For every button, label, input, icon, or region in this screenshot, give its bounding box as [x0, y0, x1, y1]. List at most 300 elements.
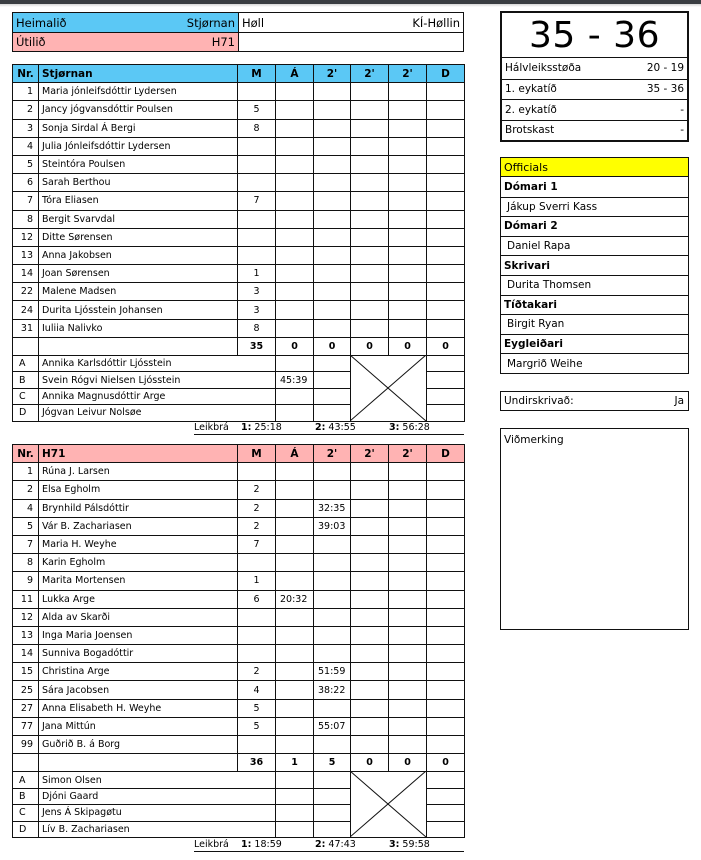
player-goals: 3	[238, 283, 276, 301]
player-number: 5	[13, 517, 39, 535]
table-header	[13, 65, 465, 83]
player-warning	[276, 283, 314, 301]
score-row-penalties	[502, 120, 687, 141]
official-role: Dómari 1	[504, 180, 558, 193]
player-suspension-1	[314, 554, 351, 572]
player-number: 99	[13, 736, 39, 754]
timeout-1-label: 1:	[241, 422, 252, 433]
player-goals: 5	[238, 699, 276, 717]
player-row	[13, 119, 465, 137]
player-suspension-3	[389, 265, 427, 283]
player-suspension-1	[314, 608, 351, 626]
player-goals	[238, 174, 276, 192]
player-warning	[276, 83, 314, 101]
official-disqualification	[427, 805, 465, 821]
total-disqualifications: 0	[427, 337, 465, 355]
player-suspension-2	[351, 283, 389, 301]
official-letter: D	[13, 821, 39, 837]
player-number: 8	[13, 210, 39, 228]
player-suspension-3	[389, 681, 427, 699]
player-name: Sarah Berthou	[39, 174, 238, 192]
timeout-2	[315, 422, 389, 433]
col-nr: Nr.	[13, 65, 39, 83]
player-suspension-3	[389, 210, 427, 228]
player-number: 12	[13, 228, 39, 246]
player-disqualification	[427, 246, 465, 264]
player-disqualification	[427, 301, 465, 319]
player-number: 13	[13, 626, 39, 644]
col-team-name: Stjørnan	[39, 65, 238, 83]
player-suspension-1	[314, 192, 351, 210]
player-suspension-1	[314, 174, 351, 192]
player-warning	[276, 717, 314, 735]
signed-label: Undirskrivað:	[504, 395, 574, 407]
timeout-2-time: 47:43	[328, 839, 356, 850]
official-role: Skrivari	[501, 255, 688, 275]
player-goals: 2	[238, 499, 276, 517]
timeout-1-label: 1:	[241, 839, 252, 850]
player-name: Steintóra Poulsen	[39, 155, 238, 173]
total-suspensions-3: 0	[389, 754, 427, 772]
player-row	[13, 645, 465, 663]
player-row	[13, 572, 465, 590]
player-suspension-2	[351, 535, 389, 553]
timeout-3-label: 3:	[389, 422, 400, 433]
player-row	[13, 137, 465, 155]
player-disqualification	[427, 210, 465, 228]
official-letter: C	[13, 388, 39, 404]
extra-info-cell	[239, 33, 463, 51]
player-name: Brynhild Pálsdóttir	[39, 499, 238, 517]
total-disqualifications: 0	[427, 754, 465, 772]
player-suspension-2	[351, 83, 389, 101]
player-name: Joan Sørensen	[39, 265, 238, 283]
timeout-2	[315, 839, 389, 850]
player-suspension-1	[314, 463, 351, 481]
player-goals: 7	[238, 192, 276, 210]
player-suspension-2	[351, 463, 389, 481]
player-row	[13, 265, 465, 283]
player-suspension-2	[351, 736, 389, 754]
player-row	[13, 228, 465, 246]
player-suspension-3	[389, 319, 427, 337]
player-warning	[276, 499, 314, 517]
player-disqualification	[427, 572, 465, 590]
player-suspension-2	[351, 137, 389, 155]
player-suspension-3	[389, 590, 427, 608]
player-suspension-2	[351, 608, 389, 626]
player-suspension-3	[389, 119, 427, 137]
official-name: Birgit Ryan	[501, 314, 688, 334]
total-warnings: 1	[276, 754, 314, 772]
player-number: 7	[13, 535, 39, 553]
col-team-name: H71	[39, 445, 238, 463]
player-suspension-2	[351, 319, 389, 337]
player-name: Karin Egholm	[39, 554, 238, 572]
player-suspension-2	[351, 192, 389, 210]
remarks-box	[500, 428, 689, 630]
player-number: 7	[13, 192, 39, 210]
player-suspension-2	[351, 228, 389, 246]
player-suspension-1	[314, 535, 351, 553]
player-suspension-2	[351, 101, 389, 119]
signed-value: Ja	[674, 395, 684, 407]
score-row-extra-time-2	[502, 99, 687, 120]
player-disqualification	[427, 554, 465, 572]
score-row-label: Brotskast	[505, 124, 555, 137]
official-letter: A	[13, 772, 39, 788]
official-disqualification	[427, 788, 465, 804]
player-row	[13, 101, 465, 119]
away-team-cell	[13, 33, 239, 51]
official-warning	[276, 356, 314, 372]
player-number: 6	[13, 174, 39, 192]
official-name: Annika Magnusdóttir Arge	[39, 388, 276, 404]
player-suspension-1: 39:03	[314, 517, 351, 535]
col-warning: Á	[276, 445, 314, 463]
player-goals: 6	[238, 590, 276, 608]
player-row	[13, 499, 465, 517]
timeout-3-time: 56:28	[402, 422, 430, 433]
official-role: Dómari 2	[501, 216, 688, 236]
player-row	[13, 301, 465, 319]
player-suspension-2	[351, 301, 389, 319]
player-disqualification	[427, 265, 465, 283]
venue-name: KÍ-Høllin	[412, 15, 460, 30]
player-name: Durita Ljósstein Johansen	[39, 301, 238, 319]
player-row	[13, 663, 465, 681]
score-row-value: -	[680, 124, 684, 137]
player-warning	[276, 554, 314, 572]
player-disqualification	[427, 319, 465, 337]
totals-blank	[39, 754, 238, 772]
player-number: 1	[13, 463, 39, 481]
player-name: Jancy jógvansdóttir Poulsen	[39, 101, 238, 119]
player-suspension-1	[314, 228, 351, 246]
player-row	[13, 626, 465, 644]
official-name: Jákup Sverri Kass	[501, 197, 688, 217]
official-letter: A	[13, 356, 39, 372]
player-suspension-2	[351, 174, 389, 192]
official-name: Jens Á Skipagøtu	[39, 805, 276, 821]
col-suspension-2: 2'	[351, 65, 389, 83]
score-row-extra-time-1	[502, 79, 687, 100]
player-name: Anna Elisabeth H. Weyhe	[39, 699, 238, 717]
player-suspension-1	[314, 101, 351, 119]
cross-out-icon	[351, 356, 427, 422]
player-name: Bergit Svarvdal	[39, 210, 238, 228]
col-goals: M	[238, 65, 276, 83]
timeout-1	[241, 839, 315, 850]
official-warning	[276, 388, 314, 404]
official-warning	[276, 788, 314, 804]
player-warning	[276, 228, 314, 246]
away-player-table	[12, 444, 465, 838]
player-disqualification	[427, 83, 465, 101]
player-number: 14	[13, 265, 39, 283]
timeout-label: Leikbrá	[194, 422, 229, 433]
official-disqualification	[427, 405, 465, 421]
totals-blank	[39, 337, 238, 355]
player-goals: 3	[238, 301, 276, 319]
score-row-value: 20 - 19	[646, 62, 684, 75]
player-warning	[276, 192, 314, 210]
cross-out-icon	[351, 772, 427, 838]
player-suspension-3	[389, 283, 427, 301]
player-disqualification	[427, 101, 465, 119]
totals-blank	[13, 337, 39, 355]
player-warning	[276, 645, 314, 663]
player-row	[13, 590, 465, 608]
player-number: 12	[13, 608, 39, 626]
col-suspension-3: 2'	[389, 445, 427, 463]
player-number: 22	[13, 283, 39, 301]
total-suspensions-3: 0	[389, 337, 427, 355]
total-goals: 35	[238, 337, 276, 355]
timeout-1	[241, 422, 315, 433]
player-suspension-3	[389, 626, 427, 644]
timeout-3-time: 59:58	[402, 839, 430, 850]
total-suspensions-1: 0	[314, 337, 351, 355]
player-number: 14	[13, 645, 39, 663]
player-suspension-2	[351, 155, 389, 173]
total-suspensions-2: 0	[351, 754, 389, 772]
player-disqualification	[427, 119, 465, 137]
official-suspension	[314, 405, 351, 421]
total-suspensions-2: 0	[351, 337, 389, 355]
official-suspension	[314, 356, 351, 372]
player-name: Christina Arge	[39, 663, 238, 681]
score-row-value: 35 - 36	[646, 83, 684, 96]
player-row	[13, 717, 465, 735]
player-number: 13	[13, 246, 39, 264]
player-number: 2	[13, 101, 39, 119]
player-suspension-2	[351, 517, 389, 535]
player-suspension-1: 32:35	[314, 499, 351, 517]
player-suspension-3	[389, 246, 427, 264]
player-suspension-1: 38:22	[314, 681, 351, 699]
timeout-3	[389, 422, 463, 433]
player-goals: 8	[238, 119, 276, 137]
player-number: 8	[13, 554, 39, 572]
player-suspension-3	[389, 535, 427, 553]
col-disqualification: D	[427, 65, 465, 83]
player-disqualification	[427, 645, 465, 663]
player-warning	[276, 155, 314, 173]
player-name: Guðrið B. á Borg	[39, 736, 238, 754]
player-row	[13, 463, 465, 481]
player-warning	[276, 463, 314, 481]
player-name: Tóra Eliasen	[39, 192, 238, 210]
player-row	[13, 608, 465, 626]
official-disqualification	[427, 772, 465, 788]
player-suspension-1	[314, 246, 351, 264]
player-goals	[238, 463, 276, 481]
player-suspension-2	[351, 572, 389, 590]
player-number: 27	[13, 699, 39, 717]
official-disqualification	[427, 821, 465, 837]
player-goals	[238, 554, 276, 572]
player-number: 2	[13, 481, 39, 499]
official-letter: B	[13, 372, 39, 388]
player-warning	[276, 101, 314, 119]
col-suspension-2: 2'	[351, 445, 389, 463]
player-suspension-1	[314, 137, 351, 155]
official-suspension	[314, 372, 351, 388]
totals-row	[13, 754, 465, 772]
col-suspension-1: 2'	[314, 65, 351, 83]
player-name: Iuliia Nalivko	[39, 319, 238, 337]
player-suspension-1	[314, 83, 351, 101]
player-goals	[238, 137, 276, 155]
player-name: Inga Maria Joensen	[39, 626, 238, 644]
player-suspension-3	[389, 301, 427, 319]
player-disqualification	[427, 174, 465, 192]
player-disqualification	[427, 736, 465, 754]
player-number: 3	[13, 119, 39, 137]
player-suspension-3	[389, 699, 427, 717]
player-row	[13, 681, 465, 699]
player-disqualification	[427, 626, 465, 644]
timeout-2-label: 2:	[315, 422, 326, 433]
player-suspension-3	[389, 499, 427, 517]
player-suspension-1	[314, 572, 351, 590]
player-row	[13, 554, 465, 572]
away-timeouts	[194, 838, 464, 852]
player-name: Vár B. Zachariasen	[39, 517, 238, 535]
official-name: Daniel Rapa	[501, 236, 688, 256]
player-suspension-3	[389, 101, 427, 119]
official-suspension	[314, 805, 351, 821]
player-name: Maria jónleifsdóttir Lydersen	[39, 83, 238, 101]
player-suspension-3	[389, 137, 427, 155]
score-row-label: 2. eykatíð	[505, 103, 557, 116]
player-suspension-3	[389, 192, 427, 210]
player-goals	[238, 645, 276, 663]
player-name: Sunniva Bogadóttir	[39, 645, 238, 663]
official-warning	[276, 772, 314, 788]
player-suspension-1	[314, 265, 351, 283]
official-suspension	[314, 388, 351, 404]
player-suspension-3	[389, 645, 427, 663]
home-team-row	[13, 13, 463, 32]
crossed-out-cells	[351, 356, 427, 422]
home-label: Heimalið	[16, 15, 67, 30]
official-letter: C	[13, 805, 39, 821]
player-suspension-3	[389, 608, 427, 626]
player-suspension-1	[314, 736, 351, 754]
player-warning	[276, 119, 314, 137]
timeout-3	[389, 839, 463, 850]
player-warning	[276, 174, 314, 192]
player-name: Lukka Arge	[39, 590, 238, 608]
official-disqualification	[427, 372, 465, 388]
player-row	[13, 481, 465, 499]
player-suspension-1	[314, 301, 351, 319]
total-goals: 36	[238, 754, 276, 772]
player-suspension-1	[314, 481, 351, 499]
player-number: 15	[13, 663, 39, 681]
player-suspension-2	[351, 663, 389, 681]
home-team-cell	[13, 13, 239, 32]
player-goals	[238, 608, 276, 626]
total-warnings: 0	[276, 337, 314, 355]
score-row-halftime	[502, 58, 687, 79]
player-suspension-1	[314, 283, 351, 301]
col-suspension-1: 2'	[314, 445, 351, 463]
player-row	[13, 210, 465, 228]
venue-cell	[239, 13, 463, 32]
player-suspension-3	[389, 174, 427, 192]
player-row	[13, 319, 465, 337]
timeout-2-label: 2:	[315, 839, 326, 850]
col-suspension-3: 2'	[389, 65, 427, 83]
player-suspension-2	[351, 481, 389, 499]
player-goals	[238, 155, 276, 173]
player-goals: 5	[238, 717, 276, 735]
player-goals: 1	[238, 572, 276, 590]
player-disqualification	[427, 481, 465, 499]
player-number: 5	[13, 155, 39, 173]
player-name: Marita Mortensen	[39, 572, 238, 590]
player-warning	[276, 626, 314, 644]
player-row	[13, 155, 465, 173]
player-disqualification	[427, 137, 465, 155]
player-name: Julia Jónleifsdóttir Lydersen	[39, 137, 238, 155]
official-name: Annika Karlsdóttir Ljósstein	[39, 356, 276, 372]
player-suspension-3	[389, 736, 427, 754]
player-warning	[276, 301, 314, 319]
player-row	[13, 736, 465, 754]
player-warning	[276, 572, 314, 590]
top-bar-shadow	[0, 4, 701, 7]
player-suspension-3	[389, 717, 427, 735]
official-name: Lív B. Zachariasen	[39, 821, 276, 837]
player-goals	[238, 83, 276, 101]
player-warning	[276, 210, 314, 228]
player-name: Maria H. Weyhe	[39, 535, 238, 553]
player-suspension-2	[351, 246, 389, 264]
timeout-1-time: 18:59	[254, 839, 282, 850]
player-suspension-1: 55:07	[314, 717, 351, 735]
table-header	[13, 445, 465, 463]
official-suspension	[314, 821, 351, 837]
player-row	[13, 283, 465, 301]
official-warning	[276, 805, 314, 821]
player-suspension-3	[389, 463, 427, 481]
player-number: 1	[13, 83, 39, 101]
player-warning	[276, 481, 314, 499]
player-disqualification	[427, 699, 465, 717]
official-name: Svein Rógvi Nielsen Ljósstein	[39, 372, 276, 388]
officials-title: Officials	[501, 158, 688, 177]
player-suspension-2	[351, 499, 389, 517]
official-disqualification	[427, 356, 465, 372]
timeout-2-time: 43:55	[328, 422, 356, 433]
player-disqualification	[427, 228, 465, 246]
player-goals	[238, 626, 276, 644]
player-goals: 2	[238, 481, 276, 499]
home-player-table	[12, 64, 465, 422]
player-name: Sonja Sirdal Á Bergi	[39, 119, 238, 137]
player-number: 77	[13, 717, 39, 735]
away-label: Útilið	[16, 35, 46, 49]
player-row	[13, 699, 465, 717]
player-suspension-3	[389, 663, 427, 681]
home-team-name: Stjørnan	[186, 15, 235, 30]
timeout-label: Leikbrá	[194, 839, 229, 850]
col-goals: M	[238, 445, 276, 463]
